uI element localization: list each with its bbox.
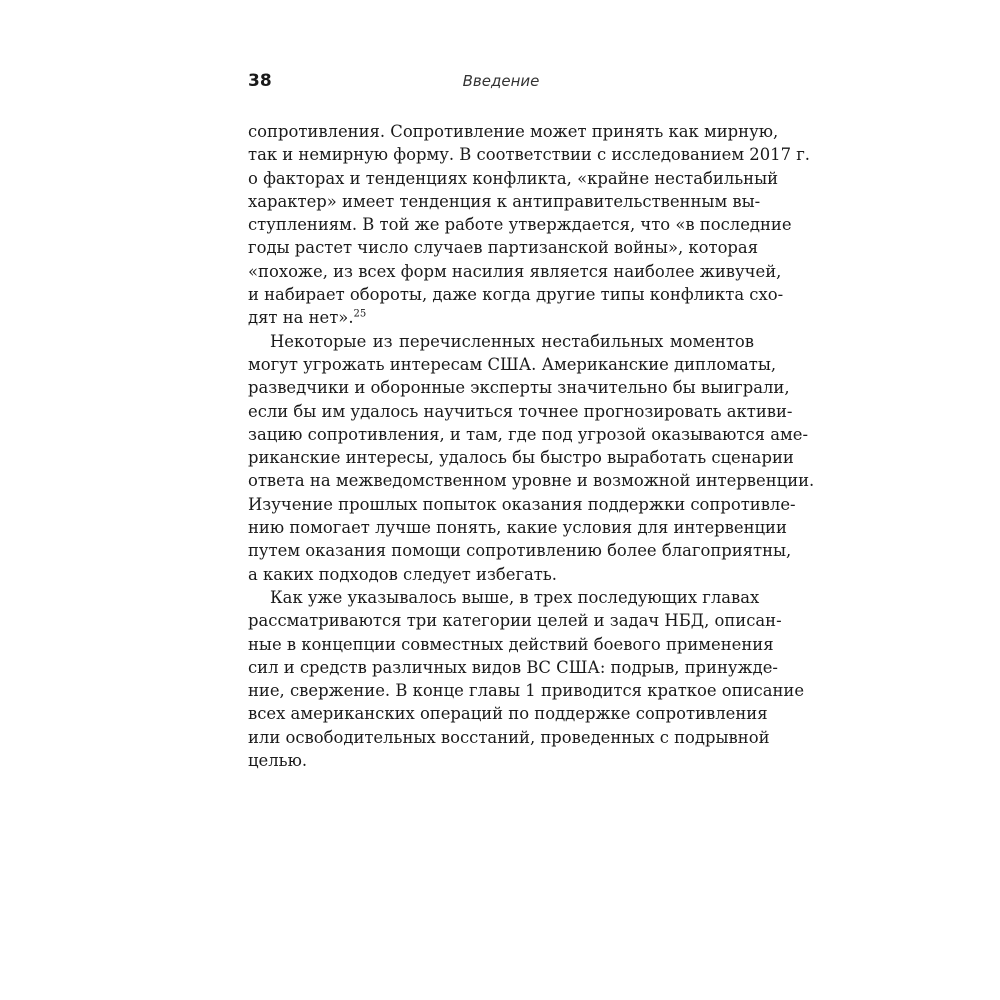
text-line: могут угрожать интересам США. Американские дипломаты, — [248, 354, 777, 374]
page-number: 38 — [248, 71, 272, 91]
text-line: целью. — [248, 751, 308, 771]
text-line-last — [248, 306, 754, 329]
text-line: если бы им удалось научиться точнее прогнозировать активи- — [248, 401, 793, 421]
text-line: рассматриваются три категории целей и задач НБД, описан- — [248, 611, 782, 631]
footnote-reference[interactable]: 25 — [353, 308, 367, 320]
text-line: или освободительных восстаний, проведенных с подрывной — [248, 727, 770, 747]
text-line: всех американских операций по поддержке сопротивления — [248, 704, 768, 724]
text-line: а каких подходов следует избегать. — [248, 564, 558, 584]
text-line-content: дят на нет». — [248, 308, 354, 328]
page-header — [248, 70, 754, 94]
text-line: «похоже, из всех форм насилия является наиболее живучей, — [248, 261, 782, 281]
running-title: Введение — [462, 72, 540, 90]
body-text — [248, 120, 815, 772]
paragraph — [248, 120, 811, 330]
text-line: сил и средств различных видов ВС США: подрыв, принужде- — [248, 657, 778, 677]
text-line: Как уже указывалось выше, в трех последующих главах — [270, 587, 760, 607]
text-line: ответа на межведомственном уровне и возможной интервенции. — [248, 471, 815, 491]
text-line: путем оказания помощи сопротивлению более благоприятны, — [248, 541, 792, 561]
text-line: и набирает обороты, даже когда другие типы конфликта схо- — [248, 285, 784, 305]
text-line: годы растет число случаев партизанской войны», которая — [248, 238, 759, 258]
text-line: ние, свержение. В конце главы 1 приводится краткое описание — [248, 681, 805, 701]
text-line: о факторах и тенденциях конфликта, «крайне нестабильный — [248, 168, 779, 188]
text-line: сопротивления. Сопротивление может принять как мирную, — [248, 122, 779, 141]
text-line: ные в концепции совместных действий боевого применения — [248, 634, 774, 654]
text-line: риканские интересы, удалось бы быстро выработать сценарии — [248, 448, 794, 468]
paragraph — [248, 330, 815, 586]
text-line: так и немирную форму. В соответствии с исследованием 2017 г. — [248, 145, 811, 165]
text-line: характер» имеет тенденция к антиправительственным вы- — [248, 191, 761, 211]
text-line: разведчики и оборонные эксперты значительно бы выиграли, — [248, 378, 790, 398]
text-line: зацию сопротивления, и там, где под угрозой оказываются аме- — [248, 424, 808, 444]
text-line: ступлениям. В той же работе утверждается, что «в последние — [248, 215, 792, 235]
paragraph — [248, 586, 805, 772]
text-line: Некоторые из перечисленных нестабильных моментов — [270, 331, 754, 351]
text-line: Изучение прошлых попыток оказания поддержки сопротивле- — [248, 494, 796, 514]
text-line: нию помогает лучше понять, какие условия для интервенции — [248, 518, 787, 538]
